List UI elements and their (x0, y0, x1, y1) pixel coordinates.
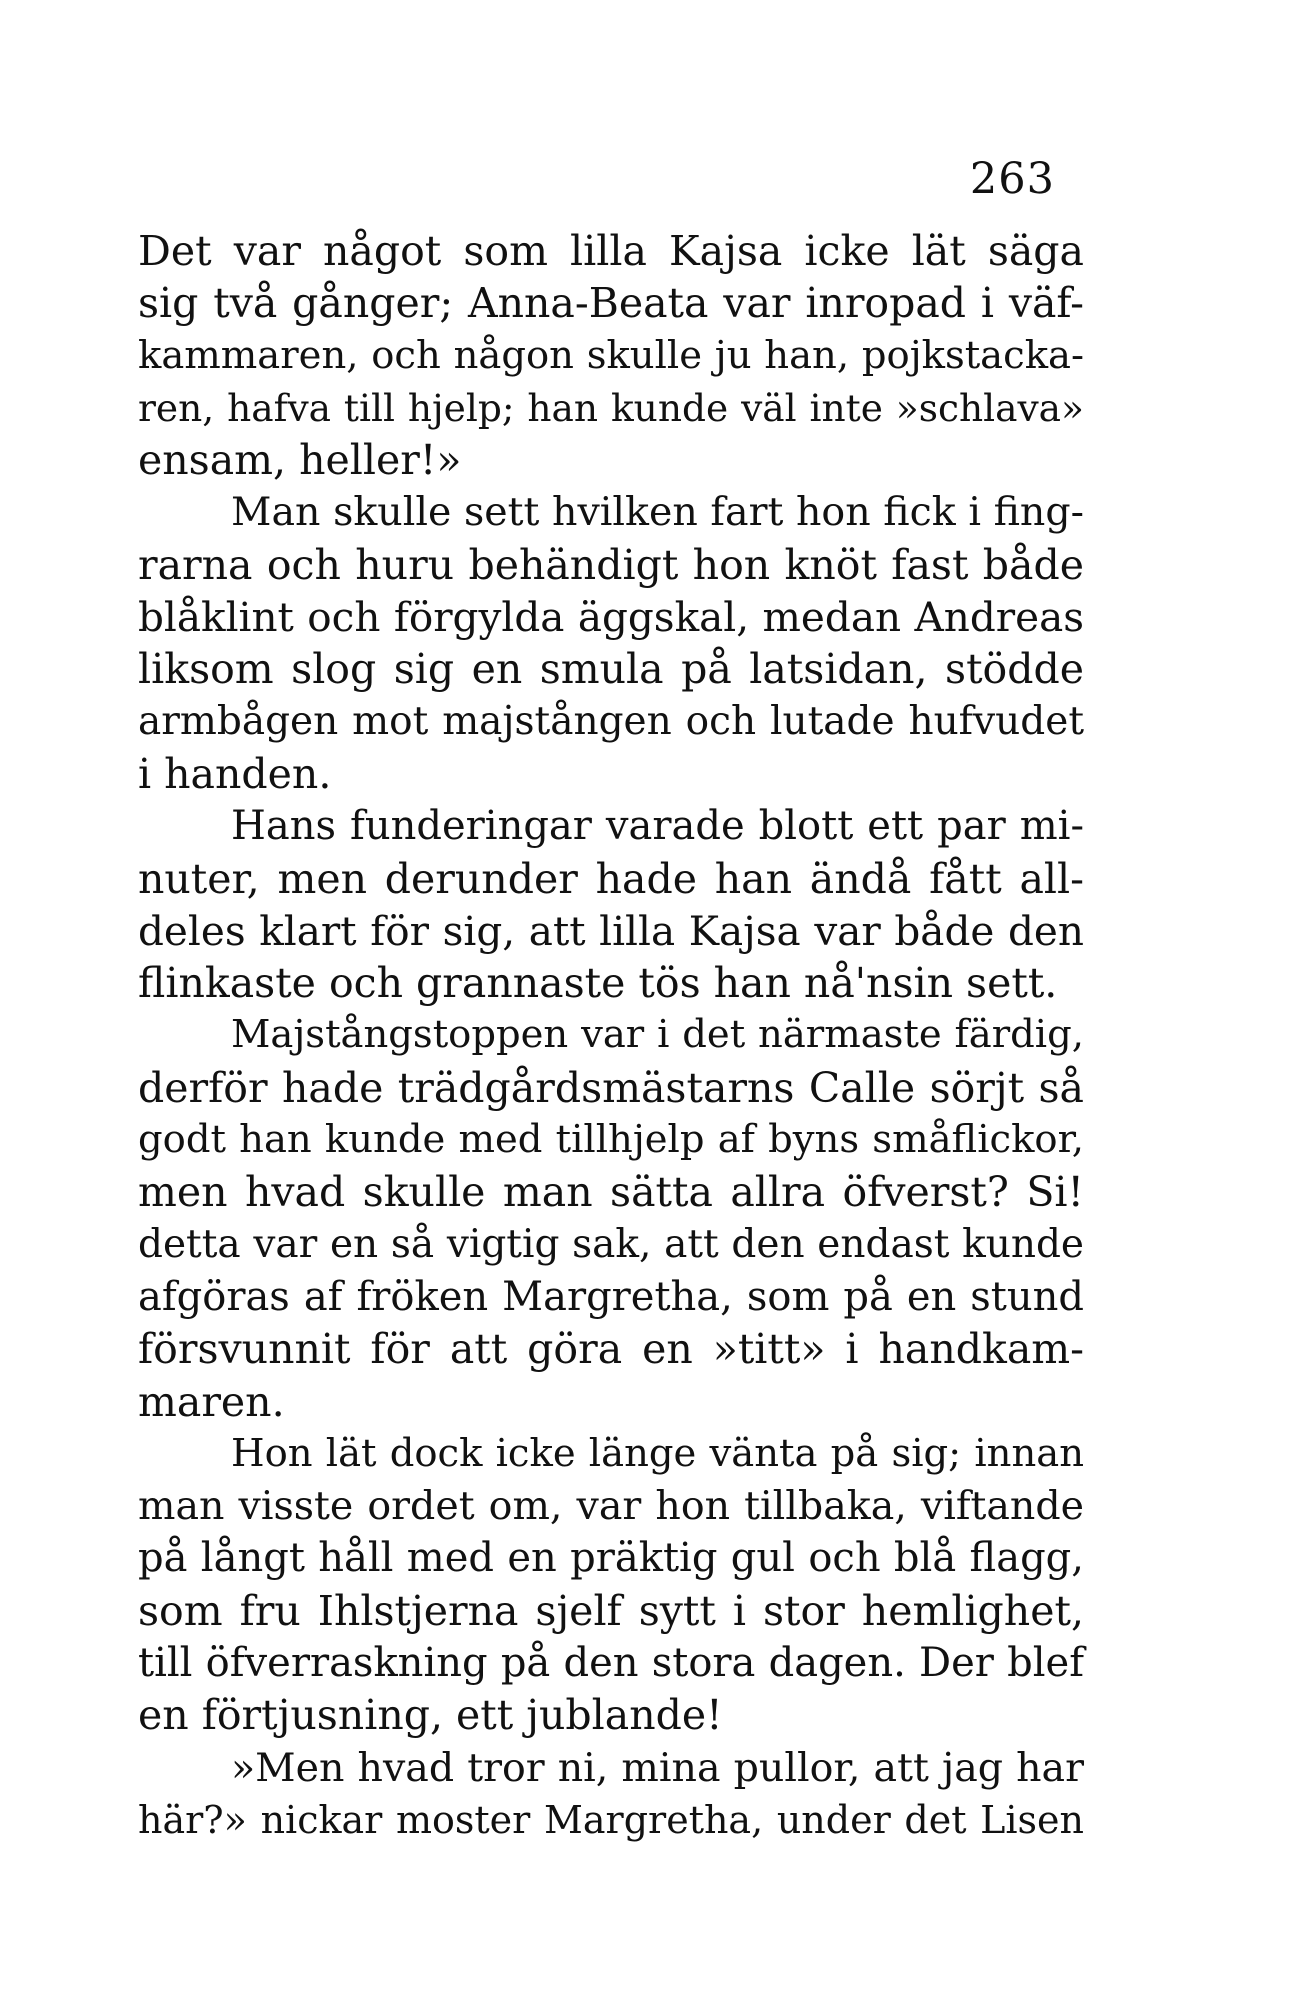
text-line: maren. (138, 1377, 285, 1426)
body-text (138, 225, 1084, 1846)
text-line: Det var något som lilla Kajsa icke lät säga (138, 227, 1084, 275)
text-line: rarna och huru behändigt hon knöt fast både (138, 540, 1084, 589)
text-line: försvunnit för att göra en »titt» i handkam- (138, 1325, 1084, 1374)
text-line: detta var en så vigtig sak, att den endast kunde (138, 1221, 1084, 1267)
text-line: Hans funderingar varade blott ett par mi- (231, 803, 1084, 850)
text-line: godt han kunde med tillhjelp af byns småflickor, (138, 1117, 1084, 1163)
text-line: blåklint och förgylda äggskal, medan Andreas (138, 593, 1084, 642)
text-line: men hvad skulle man sätta allra öfverst? Si! (138, 1168, 1084, 1217)
text-line: en förtjusning, ett jublande! (138, 1691, 723, 1740)
text-line: derför hade trädgårdsmästarns Calle sörjt så (138, 1063, 1084, 1112)
text-line: flinkaste och grannaste tös han nå'nsin sett. (138, 959, 1058, 1008)
text-line: i handen. (138, 749, 332, 798)
text-line: Man skulle sett hvilken fart hon fick i fing- (231, 489, 1084, 536)
text-line: sig två gånger; Anna-Beata var inropad i väf- (138, 279, 1084, 328)
text-line: »Men hvad tror ni, mina pullor, att jag har (231, 1744, 1084, 1791)
text-line: ren, hafva till hjelp; han kunde väl inte »schlava» (138, 385, 1084, 430)
text-line: Majstångstoppen var i det närmaste färdig, (231, 1012, 1084, 1058)
text-line: ensam, heller!» (138, 436, 462, 485)
text-line: kammaren, och någon skulle ju han, pojkstacka- (138, 332, 1084, 378)
text-line: man visste ordet om, var hon tillbaka, viftande (138, 1483, 1084, 1530)
text-line: på långt håll med en präktig gul och blå flagg, (138, 1535, 1084, 1582)
text-line: armbågen mot majstången och lutade hufvudet (138, 698, 1084, 744)
text-line: afgöras af fröken Margretha, som på en stund (138, 1273, 1084, 1320)
text-line: deles klart för sig, att lilla Kajsa var både den (138, 906, 1084, 955)
text-line: här?» nickar moster Margretha, under det Lisen (138, 1797, 1084, 1842)
text-line: liksom slog sig en smula på latsidan, stödde (138, 645, 1084, 694)
text-line: som fru Ihlstjerna sjelf sytt i stor hemlighet, (138, 1586, 1084, 1635)
text-line: till öfverraskning på den stora dagen. Der blef (138, 1640, 1084, 1687)
text-line: Hon lät dock icke länge vänta på sig; innan (231, 1430, 1084, 1476)
text-line: nuter, men derunder hade han ändå fått all- (138, 854, 1084, 903)
page-number: 263 (969, 154, 1055, 204)
